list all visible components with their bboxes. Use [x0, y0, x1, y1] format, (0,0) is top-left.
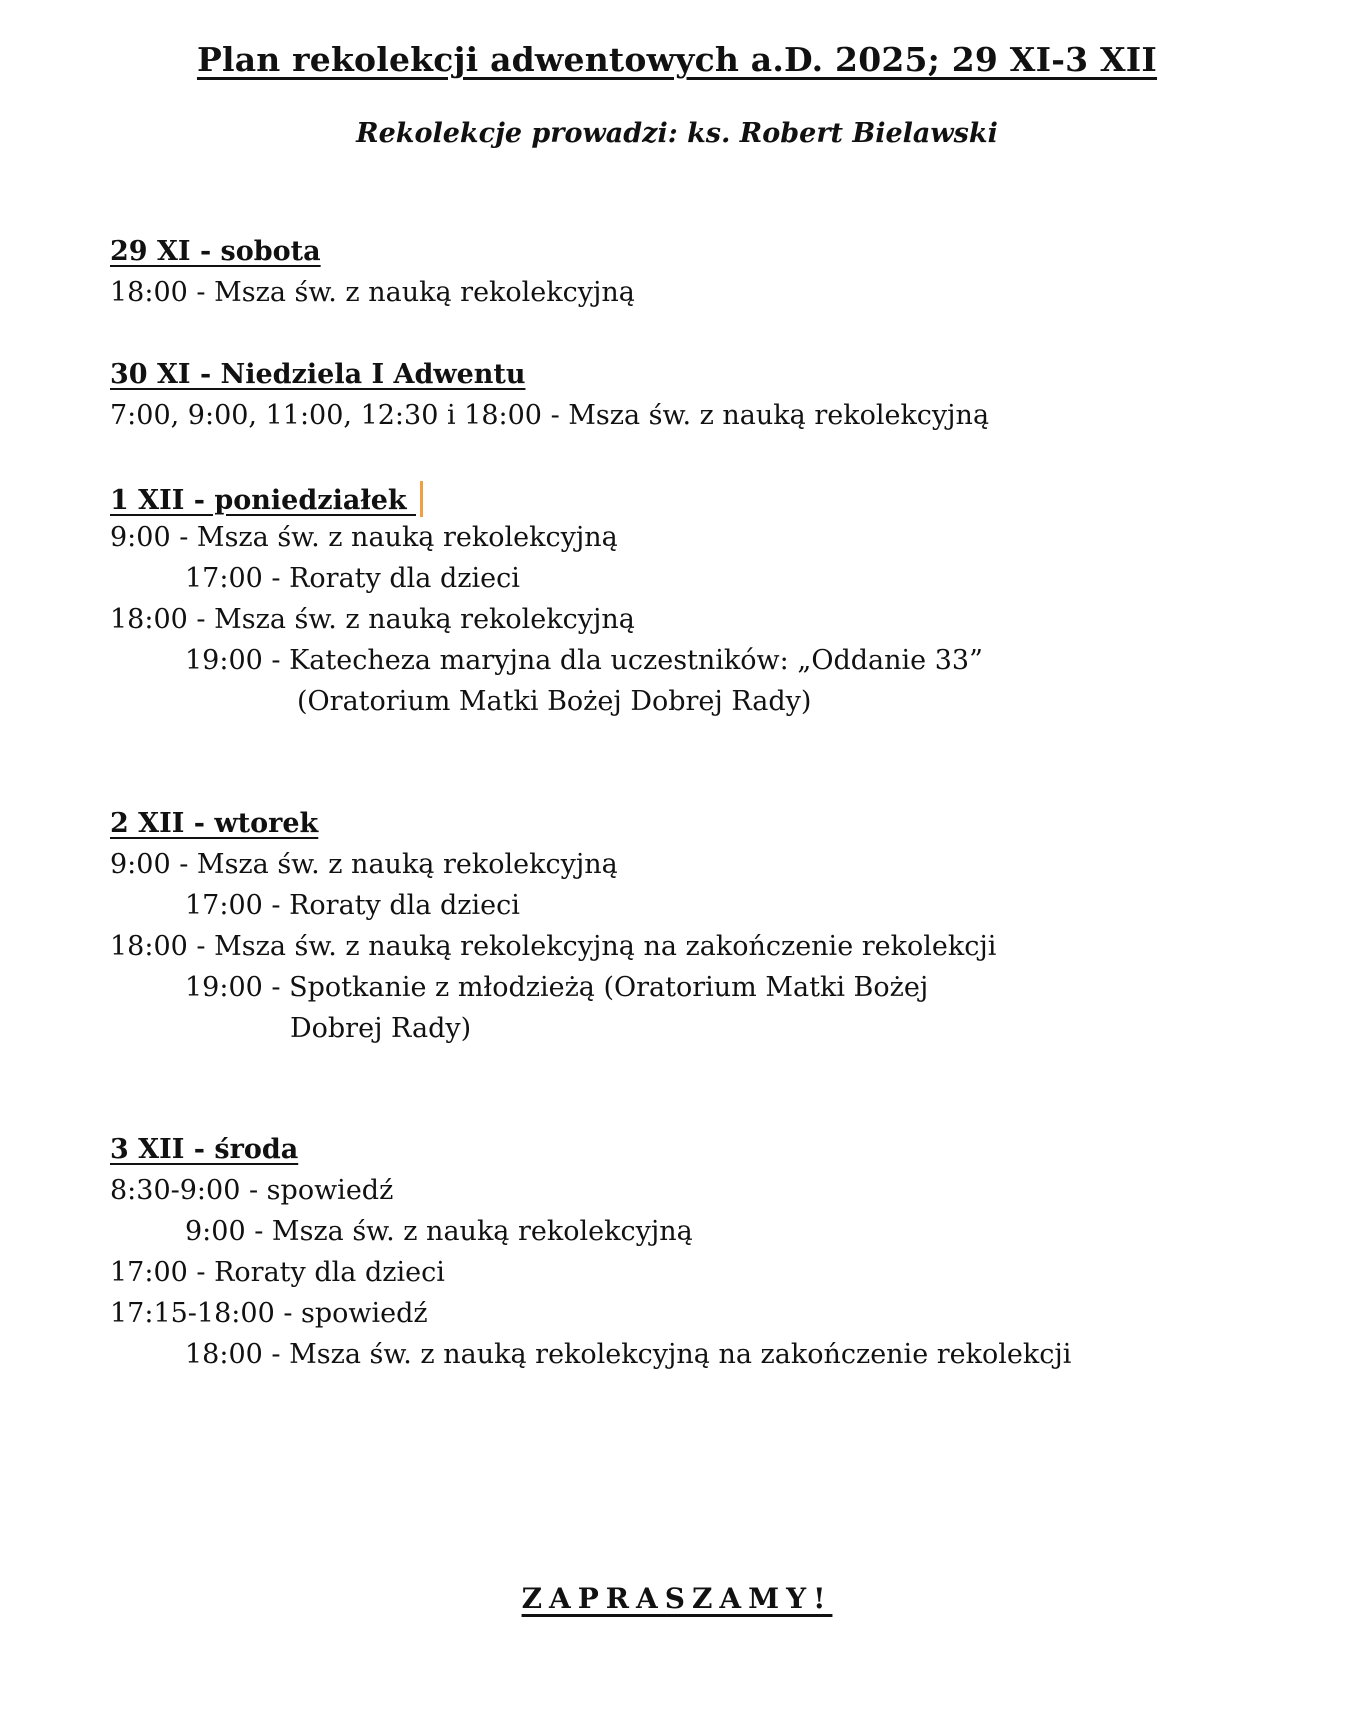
day-heading-29-xi: 29 XI - sobota: [110, 236, 321, 267]
day-heading-1-xii: 1 XII - poniedziałek: [110, 485, 416, 516]
schedule-entry: 18:00 - Msza św. z nauką rekolekcyjną na zakończenie rekolekcji: [110, 931, 997, 962]
schedule-entry: 17:00 - Roraty dla dzieci: [185, 890, 520, 921]
day-heading-3-xii: 3 XII - środa: [110, 1134, 299, 1165]
schedule-entry: 17:00 - Roraty dla dzieci: [185, 563, 520, 594]
schedule-entry: 18:00 - Msza św. z nauką rekolekcyjną: [110, 604, 635, 635]
day-heading-2-xii: 2 XII - wtorek: [110, 808, 319, 839]
document-subtitle: Rekolekcje prowadzi: ks. Robert Bielawski: [356, 118, 998, 149]
closing-invitation: ZAPRASZAMY!: [521, 1582, 833, 1615]
schedule-entry: 9:00 - Msza św. z nauką rekolekcyjną: [110, 849, 618, 880]
day-heading-30-xi: 30 XI - Niedziela I Adwentu: [110, 359, 526, 390]
schedule-entry: 18:00 - Msza św. z nauką rekolekcyjną: [110, 277, 635, 308]
schedule-entry-continuation: Dobrej Rady): [290, 1013, 472, 1044]
schedule-entry-continuation: (Oratorium Matki Bożej Dobrej Rady): [297, 686, 812, 717]
schedule-entry: 19:00 - Katecheza maryjna dla uczestników: „Oddanie 33”: [185, 645, 983, 676]
schedule-entry: 9:00 - Msza św. z nauką rekolekcyjną: [185, 1216, 693, 1247]
document-title: Plan rekolekcji adwentowych a.D. 2025; 29 XI-3 XII: [196, 40, 1158, 79]
schedule-entry: 8:30-9:00 - spowiedź: [110, 1175, 394, 1206]
schedule-entry: 17:15-18:00 - spowiedź: [110, 1298, 428, 1329]
text-cursor: [420, 481, 423, 517]
schedule-entry: 17:00 - Roraty dla dzieci: [110, 1257, 445, 1288]
day-heading-row: [110, 481, 423, 517]
schedule-entry: 19:00 - Spotkanie z młodzieżą (Oratorium Matki Bożej: [185, 972, 929, 1003]
schedule-entry: 9:00 - Msza św. z nauką rekolekcyjną: [110, 522, 618, 553]
schedule-entry: 18:00 - Msza św. z nauką rekolekcyjną na zakończenie rekolekcji: [185, 1339, 1072, 1370]
schedule-entry: 7:00, 9:00, 11:00, 12:30 i 18:00 - Msza św. z nauką rekolekcyjną: [110, 400, 990, 431]
